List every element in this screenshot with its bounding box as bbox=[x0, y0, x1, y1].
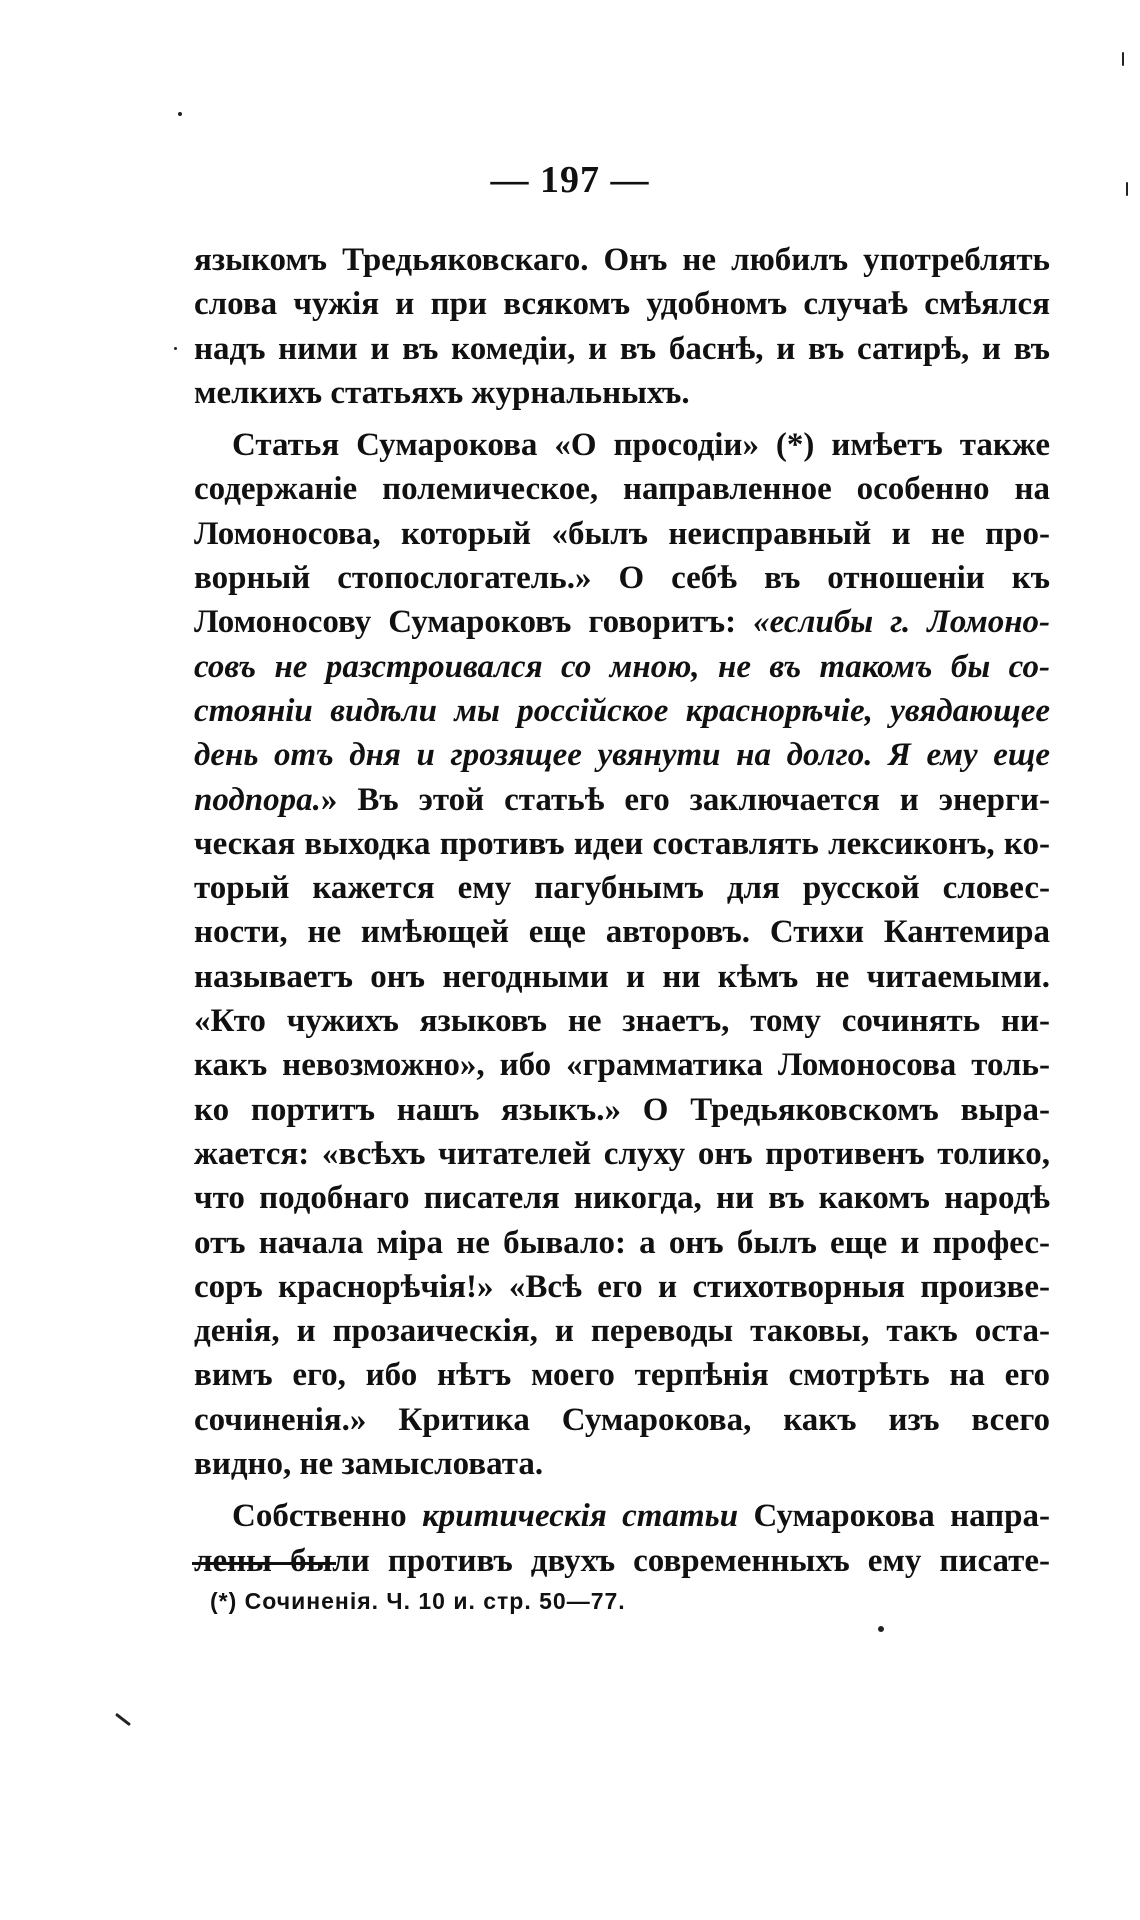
scan-speck bbox=[115, 1713, 131, 1726]
quote-italic: «еслибы г. Ломоно- bbox=[753, 604, 1050, 641]
body-text bbox=[194, 238, 1050, 1583]
text-line bbox=[194, 1494, 1050, 1538]
text-line: что подобнаго писателя никогда, ни въ какомъ народѣ bbox=[194, 1180, 1050, 1217]
text-line: мелкихъ статьяхъ журнальныхъ. bbox=[194, 374, 690, 411]
text-line: ческая выходка противъ идеи составлять лексиконъ, ко- bbox=[194, 825, 1050, 862]
text-segment: Собственно bbox=[232, 1498, 407, 1535]
text-line: ворный стопослогатель.» О себѣ въ отношеніи къ bbox=[194, 560, 1050, 597]
text-line: соръ краснорѣчія!» «Всѣ его и стихотворныя произве- bbox=[194, 1268, 1050, 1305]
text-line bbox=[194, 600, 1050, 644]
footnote: (*) Сочиненія. Ч. 10 и. стр. 50—77. bbox=[210, 1588, 626, 1614]
text-line bbox=[194, 778, 1050, 822]
scan-speck bbox=[1122, 52, 1124, 66]
scan-speck bbox=[878, 1626, 884, 1632]
text-line: содержаніе полемическое, направленное особенно на bbox=[194, 471, 1050, 508]
text-line: стояніи видѣли мы россійское краснорѣчіе, увядающее bbox=[194, 692, 1050, 729]
text-line: совъ не разстроивался со мною, не въ такомъ бы со- bbox=[194, 648, 1050, 685]
text-line: надъ ними и въ комедіи, и въ баснѣ, и въ сатирѣ, и въ bbox=[194, 330, 1050, 367]
text-line: вимъ его, ибо нѣтъ моего терпѣнія смотрѣть на его bbox=[194, 1357, 1050, 1394]
scan-speck bbox=[178, 112, 182, 116]
scan-speck bbox=[1126, 182, 1128, 196]
text-segment: » Въ этой статьѣ его заключается и энерги- bbox=[320, 781, 1050, 818]
text-line: «Кто чужихъ языковъ не знаетъ, тому сочинять ни- bbox=[194, 1003, 1050, 1040]
text-line: видно, не замысловата. bbox=[194, 1446, 544, 1483]
text-line: называетъ онъ негодными и ни кѣмъ не читаемыми. bbox=[194, 958, 1050, 995]
text-line: Статья Сумарокова «О просодіи» (*) имѣетъ также bbox=[232, 427, 1050, 464]
text-segment: Ломоносову Сумароковъ говоритъ: bbox=[194, 604, 737, 641]
text-line: жается: «всѣхъ читателей слуху онъ противенъ толико, bbox=[194, 1135, 1050, 1172]
text-segment: Сумарокова напра- bbox=[753, 1498, 1051, 1535]
text-line: ности, не имѣющей еще авторовъ. Стихи Кантемира bbox=[194, 914, 1050, 951]
scan-speck bbox=[174, 347, 177, 350]
text-line: день отъ дня и грозящее увянути на долго. Я ему еще bbox=[194, 737, 1050, 774]
text-line: сочиненія.» Критика Сумарокова, какъ изъ всего bbox=[194, 1401, 1050, 1438]
text-line: ко портитъ нашъ языкъ.» О Тредьяковскомъ выра- bbox=[194, 1091, 1050, 1128]
page-number: — 197 — bbox=[490, 159, 650, 201]
footnote-separator bbox=[192, 1562, 336, 1565]
text-line: Ломоносова, который «былъ неисправный и не про- bbox=[194, 515, 1050, 552]
text-line: лены были противъ двухъ современныхъ ему писате- bbox=[194, 1542, 1050, 1579]
text-line: слова чужія и при всякомъ удобномъ случаѣ смѣялся bbox=[194, 286, 1050, 323]
text-line: отъ начала міра не бывало: а онъ былъ еще и профес- bbox=[194, 1224, 1050, 1261]
text-line: языкомъ Тредьяковскаго. Онъ не любилъ употреблять bbox=[194, 242, 1050, 278]
text-line: торый кажется ему пагубнымъ для русской словес- bbox=[194, 870, 1050, 907]
text-line: денія, и прозаическія, и переводы таковы, такъ оста- bbox=[194, 1313, 1050, 1350]
quote-italic: подпора. bbox=[194, 781, 321, 818]
text-line: какъ невозможно», ибо «грамматика Ломоносова толь- bbox=[194, 1047, 1050, 1084]
italic-phrase: критическія статьи bbox=[422, 1498, 739, 1535]
